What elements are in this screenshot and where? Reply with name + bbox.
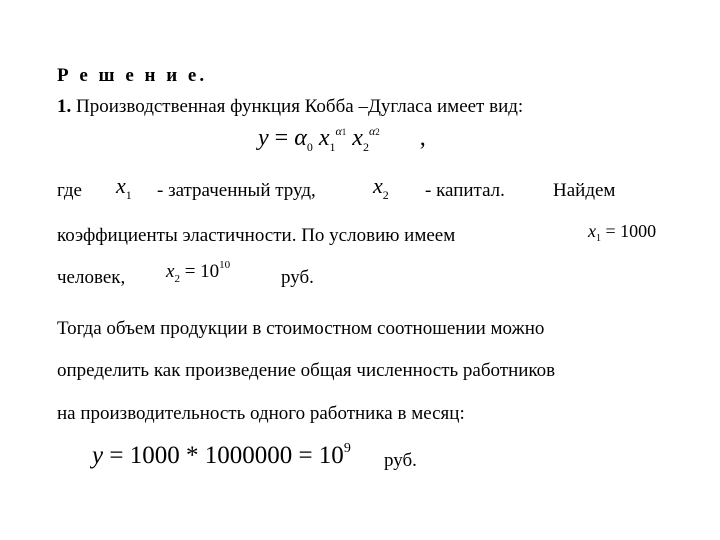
intro-text: Производственная функция Кобба –Дугласа имеет вид:: [76, 96, 524, 117]
elasticity-text: коэффициенты эластичности. По условию имеем: [57, 225, 456, 246]
labor-text: - затраченный труд,: [157, 180, 316, 201]
item-number: 1.: [57, 96, 72, 117]
formula-alpha-sub: 0: [306, 140, 313, 154]
paragraph-line-3: на производительность одного работника в месяц:: [57, 403, 465, 424]
formula-comma: ,: [419, 125, 426, 151]
formula-x1-sub: 1: [329, 140, 336, 154]
formula-y: y: [258, 125, 269, 151]
formula-x2: x: [352, 125, 363, 151]
formula-x2-sub: 2: [362, 140, 369, 154]
formula2-expression: = 1000 * 1000000 = 10: [109, 442, 344, 469]
production-formula: [92, 443, 351, 468]
people-text: человек,: [57, 267, 126, 288]
capital-text: - капитал.: [425, 180, 505, 201]
where-word: где: [57, 180, 82, 201]
x2-equals-10-pow-10: $x_2 = 10^{10}$: [166, 259, 231, 285]
find-text: Найдем: [553, 180, 616, 201]
paragraph-line-2: определить как произведение общая численность работников: [57, 360, 556, 381]
formula-alpha: α: [294, 125, 307, 151]
rub-text-2: руб.: [384, 450, 417, 471]
intro-line: [57, 97, 523, 116]
formula-x2-exp: α2: [368, 124, 380, 138]
paragraph-line-1: Тогда объем продукции в стоимостном соотношении можно: [57, 318, 545, 339]
cobb-douglas-formula: [258, 124, 426, 154]
formula2-y: y: [92, 442, 104, 469]
formula2-exponent: 9: [343, 441, 351, 456]
rub-text-1: руб.: [281, 267, 314, 288]
solution-heading: Р е ш е н и е.: [57, 65, 208, 86]
formula-x1-exp: α1: [335, 124, 347, 138]
x1-equals-1000: $x_1 = 1000$: [588, 221, 657, 244]
formula-eq: =: [274, 125, 289, 151]
formula-x1: x: [318, 125, 330, 151]
x1-symbol: $x_1$: [116, 173, 132, 202]
x2-symbol: $x_2$: [373, 173, 389, 202]
